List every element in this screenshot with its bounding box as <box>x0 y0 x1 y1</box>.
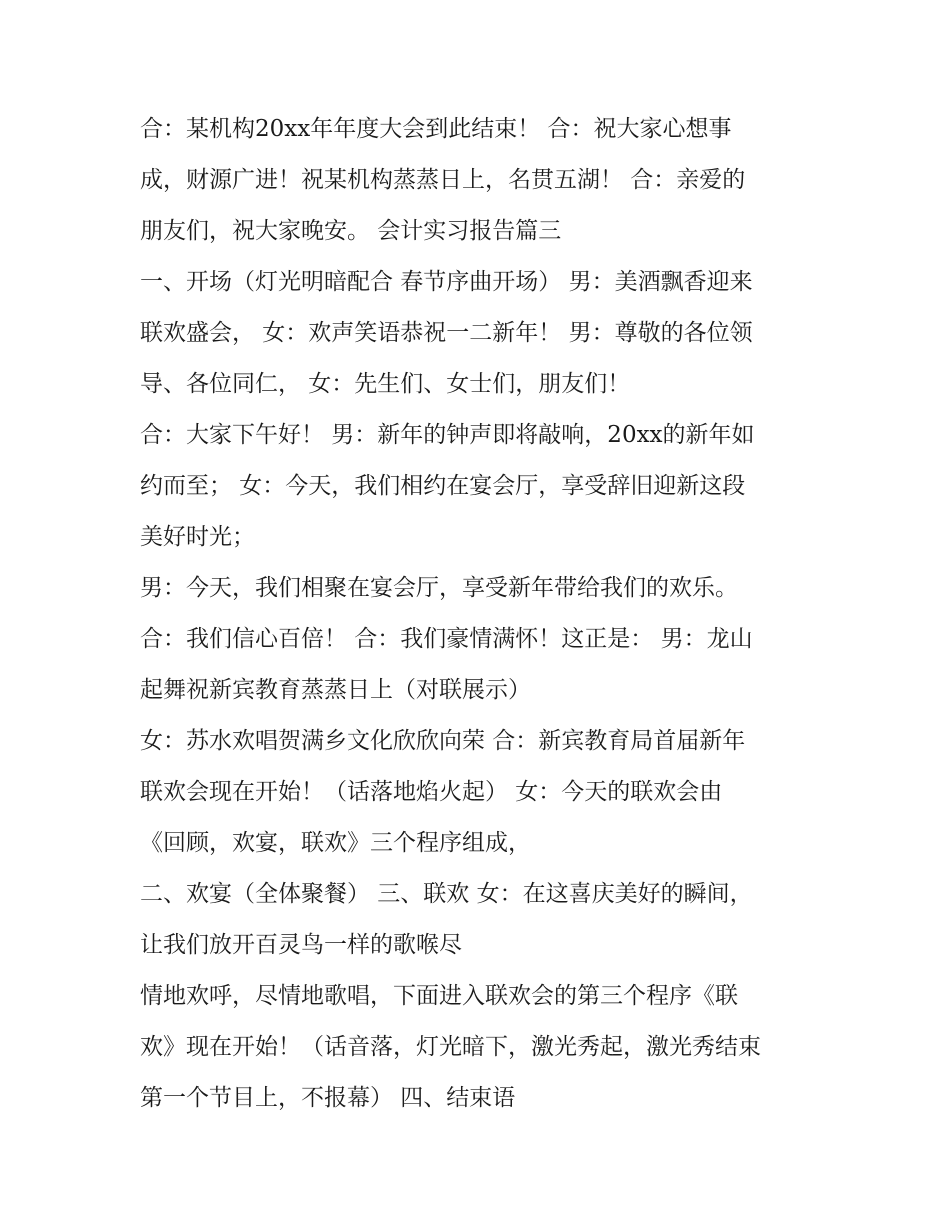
text-line: 女：苏水欢唱贺满乡文化欣欣向荣 合：新宾教育局首届新年 <box>140 728 746 754</box>
text-line: 约而至； 女：今天，我们相约在宴会厅，享受辞旧迎新这段 <box>140 473 746 499</box>
text-line: 让我们放开百灵鸟一样的歌喉尽 <box>140 932 462 958</box>
text-line: 第一个节目上，不报幕） 四、结束语 <box>140 1085 516 1111</box>
text-line: 合：大家下午好！ 男：新年的钟声即将敲响，20xx的新年如 <box>140 422 755 448</box>
text-line: 合：我们信心百倍！ 合：我们豪情满怀！这正是： 男：龙山 <box>140 626 753 652</box>
text-line: 联欢盛会， 女：欢声笑语恭祝一二新年！ 男：尊敬的各位领 <box>140 320 753 346</box>
text-line: 一、开场（灯光明暗配合 春节序曲开场） 男：美酒飘香迎来 <box>140 269 753 295</box>
text-line: 《回顾，欢宴，联欢》三个程序组成， <box>140 830 531 856</box>
body-text <box>140 104 830 1124</box>
text-line: 欢》现在开始！（话音落，灯光暗下，激光秀起，激光秀结束 <box>140 1034 761 1060</box>
text-line: 二、欢宴（全体聚餐） 三、联欢 女：在这喜庆美好的瞬间， <box>140 881 753 907</box>
text-line: 情地欢呼，尽情地歌唱，下面进入联欢会的第三个程序《联 <box>140 983 738 1009</box>
text-line: 合：某机构20xx年年度大会到此结束！ 合：祝大家心想事 <box>140 116 732 142</box>
text-line: 起舞祝新宾教育蒸蒸日上（对联展示） <box>140 677 531 703</box>
text-line: 成，财源广进！祝某机构蒸蒸日上，名贯五湖！ 合：亲爱的 <box>140 167 746 193</box>
text-line: 朋友们，祝大家晚安。 会计实习报告篇三 <box>140 218 562 244</box>
text-line: 美好时光； <box>140 524 255 550</box>
text-line: 联欢会现在开始！（话落地焰火起） 女：今天的联欢会由 <box>140 779 723 805</box>
text-line: 男：今天，我们相聚在宴会厅，享受新年带给我们的欢乐。 <box>140 575 738 601</box>
text-line: 导、各位同仁， 女：先生们、女士们，朋友们！ <box>140 371 631 397</box>
